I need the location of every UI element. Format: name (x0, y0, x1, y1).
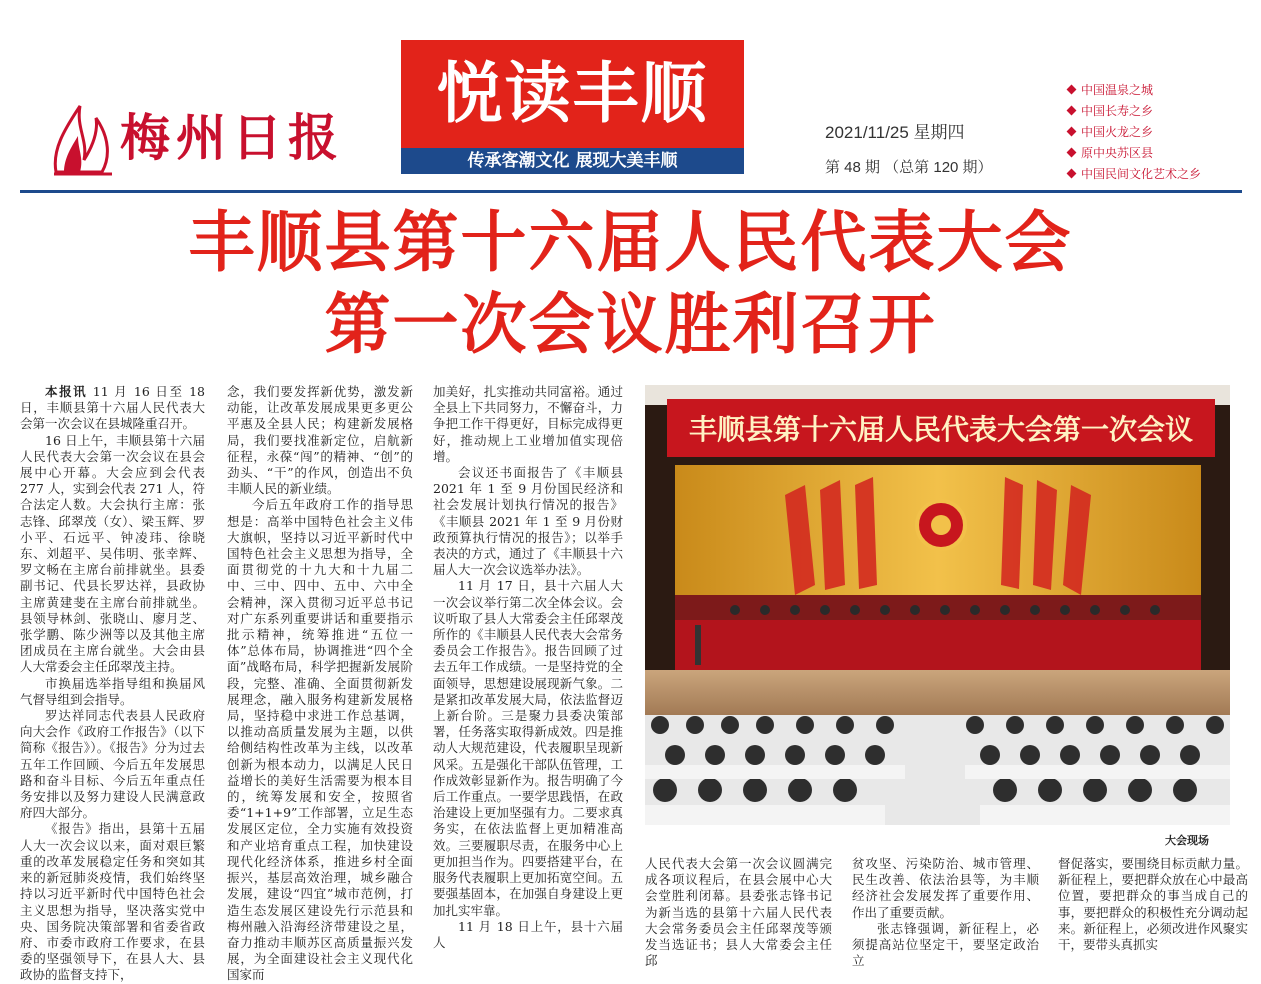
honors-list (1066, 80, 1256, 185)
article-paragraph: 督促落实，要围绕目标贡献力量。新征程上，要把群众放在心中最高位置，要把群众的事当成自己的事，要把群众的积极性充分调动起来。新征程上，必须改进作风聚实干，要带头真抓实 (1058, 856, 1248, 953)
headline-line-2: 第一次会议胜利召开 (324, 285, 937, 363)
brand-title: 悦读丰顺 (436, 55, 709, 132)
issue-number: 第 48 期 （总第 120 期） (825, 159, 993, 176)
conference-photo (645, 385, 1230, 825)
masthead-divider (20, 190, 1242, 193)
article-paragraph: 11 月 18 日上午，县十六届人 (433, 918, 623, 950)
photo-caption: 大会现场 (1165, 834, 1209, 847)
article-column-4 (645, 856, 832, 969)
article-paragraph: 市换届选举指导组和换届风气督导组到会指导。 (20, 675, 205, 707)
article-paragraph: 人民代表大会第一次会议圆满完成各项议程后，在县会展中心大会堂胜利闭幕。县委张志锋书记为新当选的县第十六届人民代表大会常务委员会主任邱翠茂等颁发当选证书；县人大常委会主任邱 (645, 856, 832, 969)
article-paragraph: 11 月 17 日，县十六届人大一次会议举行第二次全体会议。会议听取了县人大常委会主任邱翠茂所作的《丰顺县人民代表大会常务委员会工作报告》。报告回顾了过去五年工作成绩。一是坚持党的全面领导，思想建设展现新气象。二是紧扣改革发展大局，依法监督迈上新台阶。三是聚力县委决策部署，任务落实取得新成效。四是推动人大规范建设，代表履职呈现新风采。五是强化干部队伍管理，工作成效彰显新作为。报告明确了今后工作重点。一要学思践悟，在政治建设上更加坚强有力。二要求真务实，在依法监督上更加精准高效。三要履职尽责，在服务中心上更加担当作为。四要搭建平台，在服务代表履职上更加拓宽空间。五要强基固本，在加强自身建设上更加扎实牢靠。 (433, 578, 623, 918)
article-paragraph: 贫攻坚、污染防治、城市管理、民生改善、依法治县等，为丰顺经济社会发展发挥了重要作用、作出了重要贡献。 (852, 856, 1039, 920)
brand-slogan: 传承客潮文化 展现大美丰顺 (467, 151, 678, 171)
headline-line-1: 丰顺县第十六届人民代表大会 (188, 203, 1073, 281)
article-paragraph: 张志锋强调，新征程上，必须提高站位坚定干，要坚定政治立 (852, 920, 1039, 969)
brand-slogan-bar (401, 148, 744, 174)
article-paragraph: 本报讯 11 月 16 日至 18 日，丰顺县第十六届人民代表大会第一次会议在县城隆重召开。 (20, 384, 205, 432)
article-paragraph: 会议还书面报告了《丰顺县 2021 年 1 至 9 月份国民经济和社会发展计划执行情况的报告》《丰顺县 2021 年 1 至 9 月份财政预算执行情况的报告》；以举手表决的方式，通过了《丰顺县十六届人大一次会议选举办法》。 (433, 465, 623, 578)
diamond-bullet-icon (1067, 148, 1077, 158)
diamond-bullet-icon (1067, 127, 1077, 137)
honor-item: 原中央苏区县 (1066, 143, 1256, 164)
article-paragraph: 今后五年政府工作的指导思想是：高举中国特色社会主义伟大旗帜，坚持以习近平新时代中国特色社会主义思想为指导，全面贯彻党的十九大和十九届二中、三中、四中、五中、六中全会精神，深入贯彻习近平总书记对广东系列重要讲话和重要指示批示精神，统筹推进“五位一体”总体布局，协调推进“四个全面”战略布局，科学把握新发展阶段，完整、准确、全面贯彻新发展理念，融入服务构建新发展格局，坚持稳中求进工作总基调，以推动高质量发展为主题，以供给侧结构性改革为主线，以改革创新为根本动力，以满足人民日益增长的美好生活需要为根本目的，统筹发展和安全，按照省委“1+1+9”工作部署，立足生态发展区定位，全力实施有效投资和产业培育重点工程，加快建设现代化经济体系，推进乡村全面振兴，基层高效治理，城乡融合发展，建设“四宜”城市范例，打造生态发展区建设先行示范县和梅州融入沿海经济带建设之星，奋力推动丰顺苏区高质量振兴发展，为全面建设社会主义现代化国家而 (227, 497, 413, 983)
diamond-bullet-icon (1067, 169, 1077, 179)
diamond-bullet-icon (1067, 85, 1077, 95)
article-paragraph: 《报告》指出，县第十五届人大一次会议以来，面对艰巨繁重的改革发展稳定任务和突如其来的新冠肺炎疫情，我们始终坚持以习近平新时代中国特色社会主义思想为指导，坚决落实党中央、国务院决策部署和省委省政府、市委市政府工作要求，在县委的坚强领导下，在县人大、县政协的监督支持下， (20, 821, 205, 983)
paper-logo-flame-icon (50, 100, 116, 176)
article-paragraph: 念，我们要发挥新优势，激发新动能，让改革发展成果更多更公平惠及全县人民；构建新发展格局，我们要找准新定位，启航新征程，永葆“闯”的精神、“创”的劲头、“干”的作风，创造出不负丰顺人民的新业绩。 (227, 384, 413, 497)
honor-item: 中国民间文化艺术之乡 (1066, 164, 1256, 185)
article-column-3 (433, 384, 623, 950)
article-column-1 (20, 384, 205, 983)
honor-item: 中国火龙之乡 (1066, 122, 1256, 143)
issue-date: 2021/11/25 星期四 (825, 123, 965, 142)
article-column-2 (227, 384, 413, 983)
article-column-6 (1058, 856, 1248, 953)
article-paragraph: 16 日上午，丰顺县第十六届人民代表大会第一次会议在县会展中心开幕。大会应到会代表 277 人，实到会代表 271 人，符合法定人数。大会执行主席：张志锋、邱翠茂（女）、梁玉辉、罗小平、石远平、钟凌玮、徐晓东、刘超平、吴伟明、张幸辉、罗文畅在主席台前排就坐。县委副书记、代县长罗达祥，县政协主席黄建斐在主席台前排就坐。县领导林剑、张晓山、廖月芝、张学鹏、陈少洲等以及其他主席团成员在主席台就坐。大会由县人大常委会主任邱翠茂主持。 (20, 432, 205, 675)
article-paragraph: 加美好，扎实推动共同富裕。通过全县上下共同努力，不懈奋斗，力争把工作干得更好，目标完成得更好，推动规上工业增加值实现倍增。 (433, 384, 623, 464)
article-paragraph: 罗达祥同志代表县人民政府向大会作《政府工作报告》（以下简称《报告》）。《报告》分为过去五年工作回顾、今后五年发展思路和奋斗目标、今后五年重点任务安排以及努力建设人民满意政府四大部分。 (20, 708, 205, 821)
paper-name: 梅州日报 (120, 108, 344, 167)
banner-text: 丰顺县第十六届人民代表大会第一次会议 (688, 413, 1194, 446)
honor-item: 中国长寿之乡 (1066, 101, 1256, 122)
honor-item: 中国温泉之城 (1066, 80, 1256, 101)
diamond-bullet-icon (1067, 106, 1077, 116)
article-column-5 (852, 856, 1039, 969)
